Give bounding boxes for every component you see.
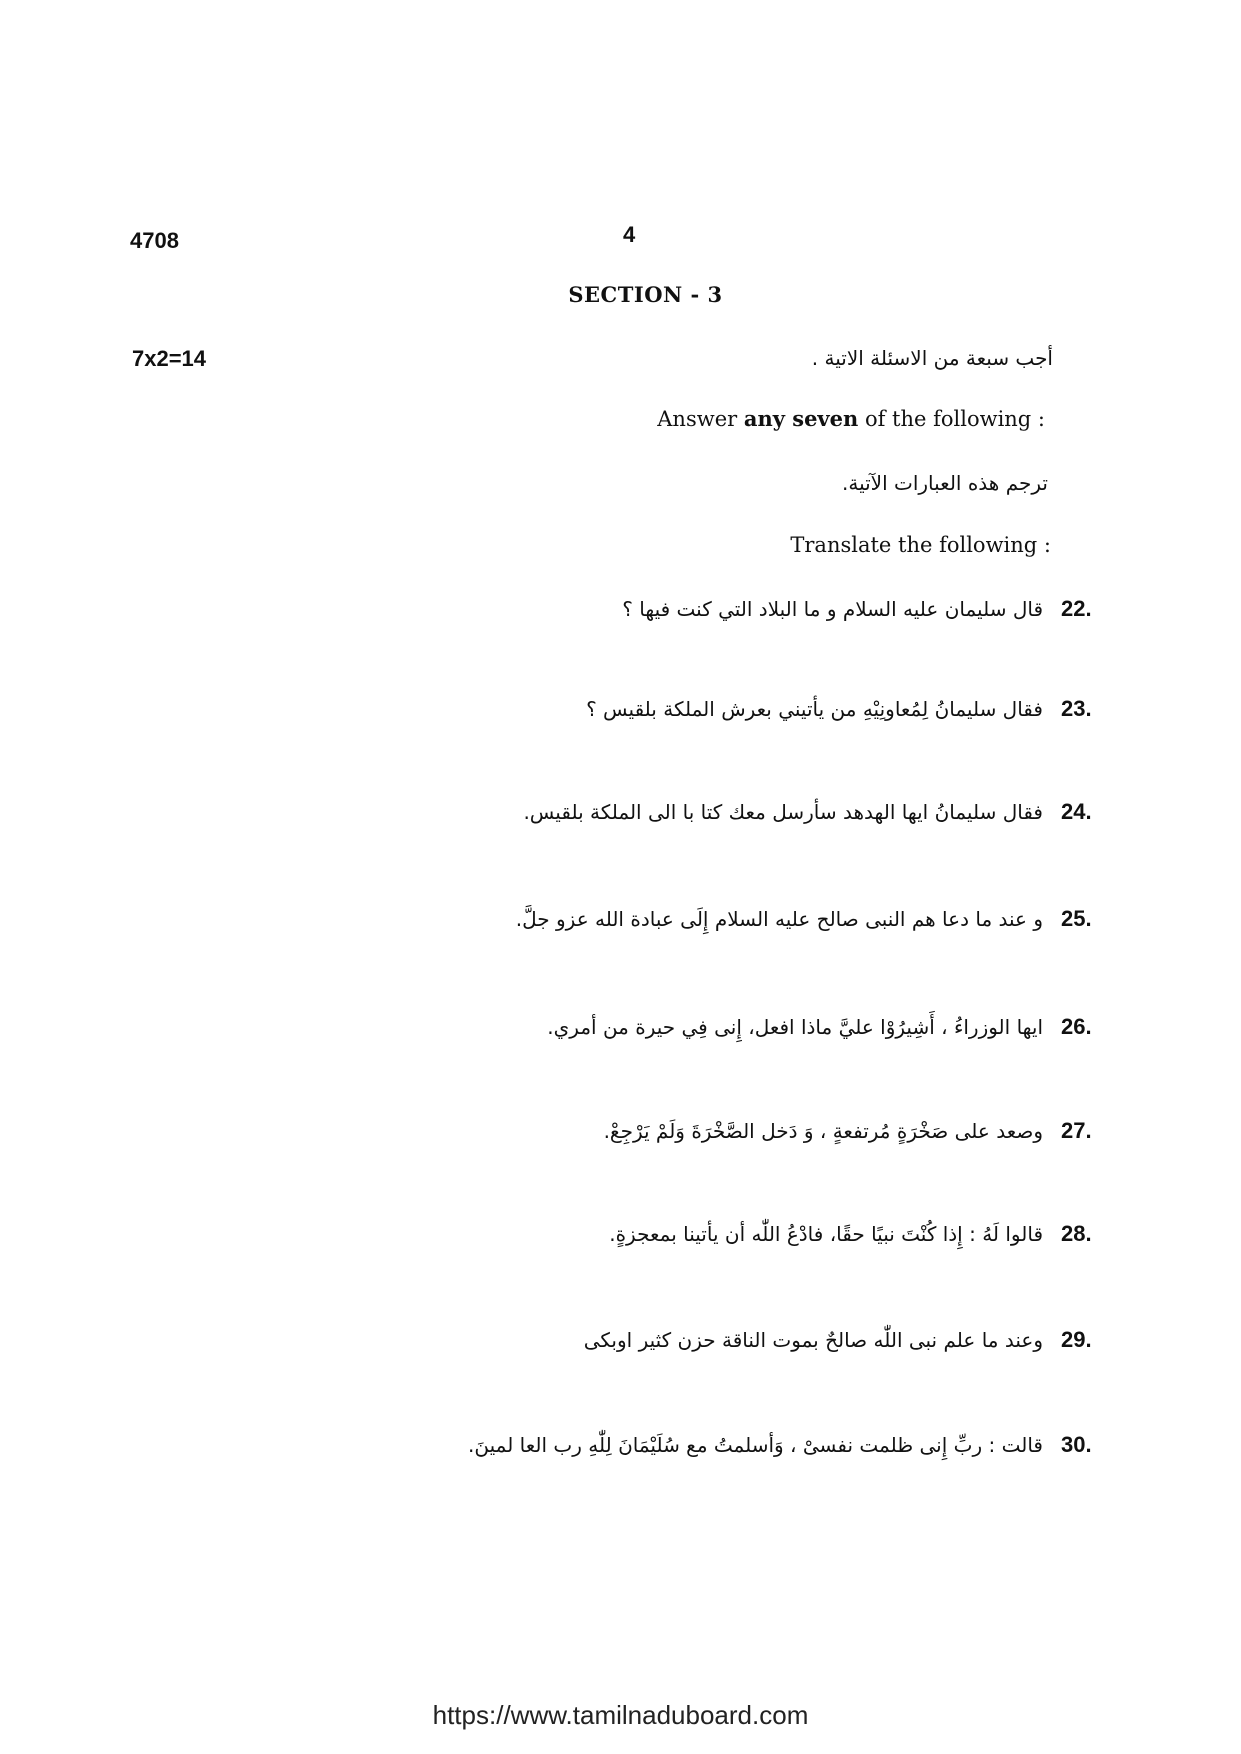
question-25 xyxy=(516,899,1109,939)
marks-allocation: 7x2=14 xyxy=(132,346,207,371)
question-26 xyxy=(547,1007,1109,1047)
arabic-instruction: أجب سبعة من الاسئلة الاتية . xyxy=(811,346,1053,370)
question-number: 26. xyxy=(1061,1014,1092,1039)
question-text: قال سليمان عليه السلام و ما البلاد التي كنت فيها ؟ xyxy=(622,597,1043,621)
question-24 xyxy=(523,792,1109,832)
question-23 xyxy=(586,689,1109,729)
section-title xyxy=(0,282,1241,307)
question-number: 28. xyxy=(1061,1221,1092,1246)
question-27 xyxy=(604,1111,1109,1151)
question-text: قالت : ربِّ إِنى ظلمت نفسىْ ، وَأسلمتُ مع سُلَيْمَانَ لِلّٰهِ رب العا لمينَ. xyxy=(468,1433,1043,1457)
section-title-text: SECTION - 3 xyxy=(568,282,723,307)
english-instruction-prefix: Answer xyxy=(657,407,744,431)
english-instruction xyxy=(657,406,1045,431)
question-text: ايها الوزراءُ ، أَشِيرُوْا عليَّ ماذا افعل، إِنى فِي حيرة من أمري. xyxy=(547,1015,1043,1039)
question-29 xyxy=(584,1320,1109,1360)
question-22 xyxy=(622,589,1109,629)
question-text: فقال سليمانُ لِمُعاونِيْهِ من يأتيني بعرش الملكة بلقيس ؟ xyxy=(586,697,1043,721)
question-text: وصعد على صَخْرَةٍ مُرتفعةٍ ، وَ دَخل الصَّخْرَةَ وَلَمْ يَرْجِعْ. xyxy=(603,1119,1043,1143)
question-text: و عند ما دعا هم النبى صالح عليه السلام إِلَى عبادة الله عزو جلَّ. xyxy=(515,907,1043,931)
question-text: قالوا لَهُ : إِذا كُنْتَ نبيًا حقًا، فادْعُ اللّٰه أن يأتينا بمعجزةٍ. xyxy=(609,1222,1043,1246)
question-number: 24. xyxy=(1061,799,1092,824)
question-number: 25. xyxy=(1061,906,1092,931)
question-28 xyxy=(609,1214,1109,1254)
question-30 xyxy=(468,1425,1109,1465)
page-number: 4 xyxy=(623,222,636,247)
question-text: فقال سليمانُ ايها الهدهد سأرسل معك كتا با الى الملكة بلقيس. xyxy=(523,800,1043,824)
footer-url: https://www.tamilnaduboard.com xyxy=(432,1700,809,1730)
paper-code: 4708 xyxy=(130,228,179,253)
question-number: 22. xyxy=(1061,596,1092,621)
arabic-translate-instruction: ترجم هذه العبارات الآتية. xyxy=(842,471,1048,495)
question-number: 29. xyxy=(1061,1327,1092,1352)
question-number: 23. xyxy=(1061,696,1092,721)
question-number: 30. xyxy=(1061,1432,1092,1457)
english-translate-instruction: Translate the following : xyxy=(790,533,1051,557)
question-number: 27. xyxy=(1061,1118,1092,1143)
english-instruction-bold: any seven xyxy=(743,406,859,431)
question-text: وعند ما علم نبى اللّٰه صالحٌ بموت الناقة حزن كثير اوبكى xyxy=(583,1328,1043,1352)
english-instruction-suffix: of the following : xyxy=(858,407,1045,431)
